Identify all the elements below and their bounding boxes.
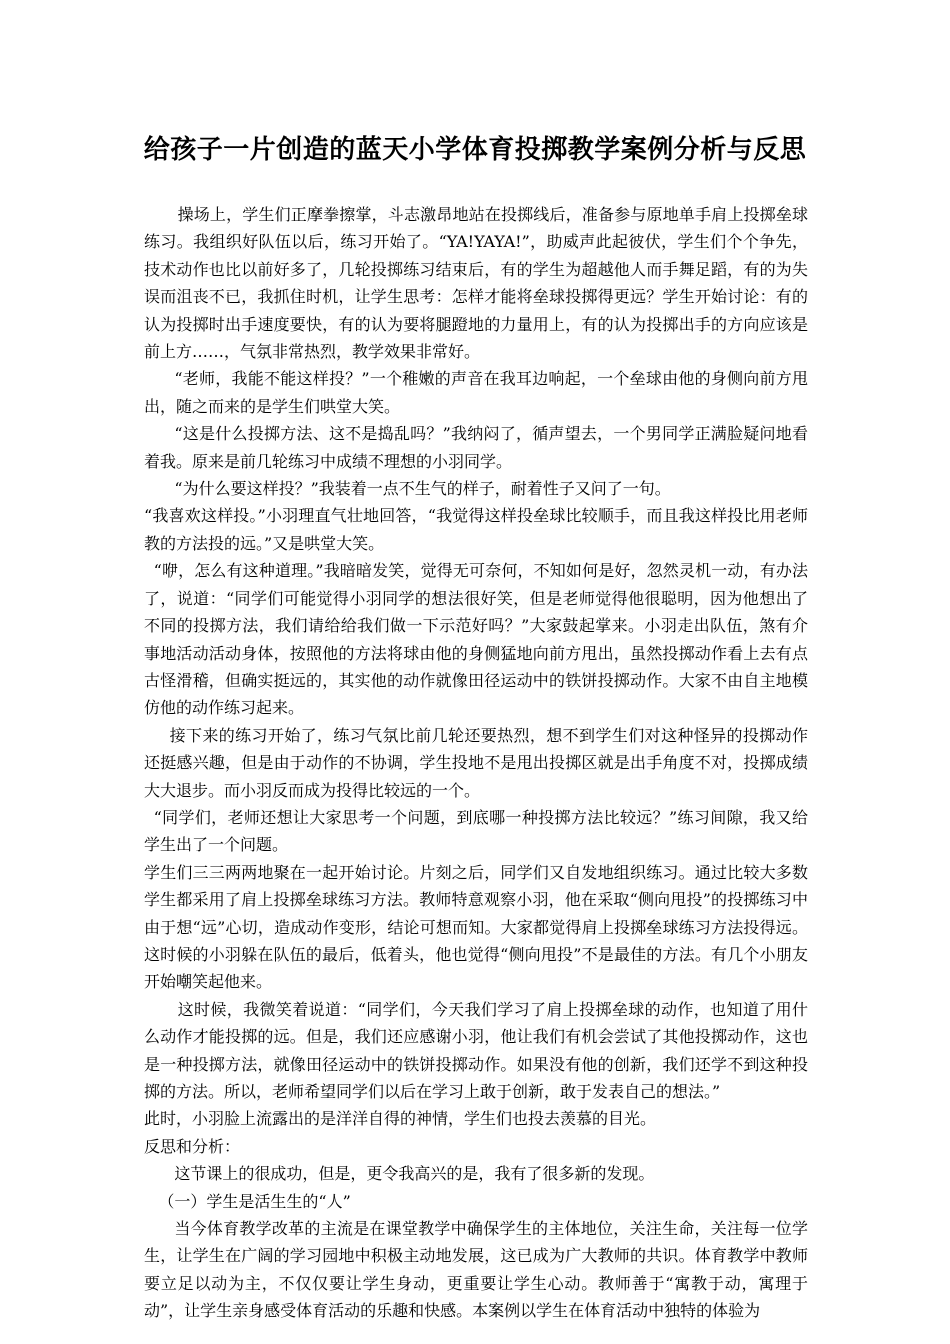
paragraph-4: “为什么要这样投？”我装着一点不生气的样子，耐着性子又问了一句。 <box>174 479 671 499</box>
paragraph-12: 这节课上的很成功，但是，更令我高兴的是，我有了很多新的发现。 <box>174 1164 655 1184</box>
paragraph-5: “我喜欢这样投。”小羽理直气壮地回答，“我觉得这样投垒球比较顺手，而且我这样投比用老师教的方法投的远。”又是哄堂大笑。 <box>144 506 808 553</box>
paragraph-1: 操场上，学生们正摩拳擦掌，斗志激昂地站在投掷线后，准备参与原地单手肩上投掷垒球练习。我组织好队伍以后，练习开始了。“YA!YAYA!”，助威声此起彼伏，学生们个个争先，技术动作也比以前好多了，几轮投掷练习结束后，有的学生为超越他人而手舞足蹈，有的为失误而沮丧不已，我抓住时机，让学生思考：怎样才能将垒球投掷得更远？学生开始讨论：有的认为投掷时出手速度要快，有的认为要将腿蹬地的力量用上，有的认为投掷出手的方向应该是前上方……，气氛非常热烈，教学效果非常好。 <box>144 205 808 362</box>
paragraph-8: “同学们，老师还想让大家思考一个问题，到底哪一种投掷方法比较远？”练习间隙，我又给学生出了一个问题。 <box>144 807 808 855</box>
paragraph-11: 此时，小羽脸上流露出的是洋洋自得的神情，学生们也投去羡慕的目光。 <box>144 1109 657 1129</box>
document-body <box>144 201 808 1325</box>
subheading-1: （一）学生是活生生的“人” <box>158 1191 351 1211</box>
paragraph-9: 学生们三三两两地聚在一起开始讨论。片刻之后，同学们又自发地组织练习。通过比较大多数学生都采用了肩上投掷垒球练习方法。教师特意观察小羽，他在采取“侧向甩投”的投掷练习中由于想“远”心切，造成动作变形，结论可想而知。大家都觉得肩上投掷垒球练习方法投得远。这时候的小羽躲在队伍的最后，低着头，他也觉得“侧向甩投”不是最佳的方法。有几个小朋友开始嘲笑起他来。 <box>144 862 808 992</box>
paragraph-3: “这是什么投掷方法、这不是捣乱吗？”我纳闷了，循声望去，一个男同学正满脸疑问地看着我。原来是前几轮练习中成绩不理想的小羽同学。 <box>144 424 808 471</box>
paragraph-13: 当今体育教学改革的主流是在课堂教学中确保学生的主体地位，关注生命，关注每一位学生，让学生在广阔的学习园地中积极主动地发展，这已成为广大教师的共识。体育教学中教师要立足以动为主，不仅仅要让学生身动，更重要让学生心动。教师善于“寓教于动，寓理于动”，让学生亲身感受体育活动的乐趣和快感。本案例以学生在体育活动中独特的体验为 <box>144 1219 808 1321</box>
document-title: 给孩子一片创造的蓝天小学体育投掷教学案例分析与反思 <box>143 135 807 165</box>
paragraph-2: “老师，我能不能这样投？”一个稚嫩的声音在我耳边响起，一个垒球由他的身侧向前方甩出，随之而来的是学生们哄堂大笑。 <box>144 369 808 416</box>
paragraph-7: 接下来的练习开始了，练习气氛比前几轮还要热烈，想不到学生们对这种怪异的投掷动作还挺感兴趣，但是由于动作的不协调，学生投地不是甩出投掷区就是出手角度不对，投掷成绩大大退步。而小羽反而成为投得比较远的一个。 <box>144 725 808 800</box>
paragraph-10: 这时候，我微笑着说道：“同学们，今天我们学习了肩上投掷垒球的动作，也知道了用什么动作才能投掷的远。但是，我们还应感谢小羽，他让我们有机会尝试了其他投掷动作，这也是一种投掷方法，就像田径运动中的铁饼投掷动作。如果没有他的创新，我们还学不到这种投掷的方法。所以，老师希望同学们以后在学习上敢于创新，敢于发表自己的想法。” <box>144 999 808 1101</box>
section-heading-reflection: 反思和分析： <box>144 1136 241 1156</box>
paragraph-6: “咿，怎么有这种道理。”我暗暗发笑，觉得无可奈何，不知如何是好，忽然灵机一动，有办法了，说道：“同学们可能觉得小羽同学的想法很好笑，但是老师觉得他很聪明，因为他想出了不同的投掷方法，我们请给给我们做一下示范好吗？”大家鼓起掌来。小羽走出队伍，煞有介事地活动活动身体，按照他的方法将球由他的身侧猛地向前方甩出，虽然投掷动作看上去有点古怪滑稽，但确实挺远的，其实他的动作就像田径运动中的铁饼投掷动作。大家不由自主地模仿他的动作练习起来。 <box>144 561 808 718</box>
